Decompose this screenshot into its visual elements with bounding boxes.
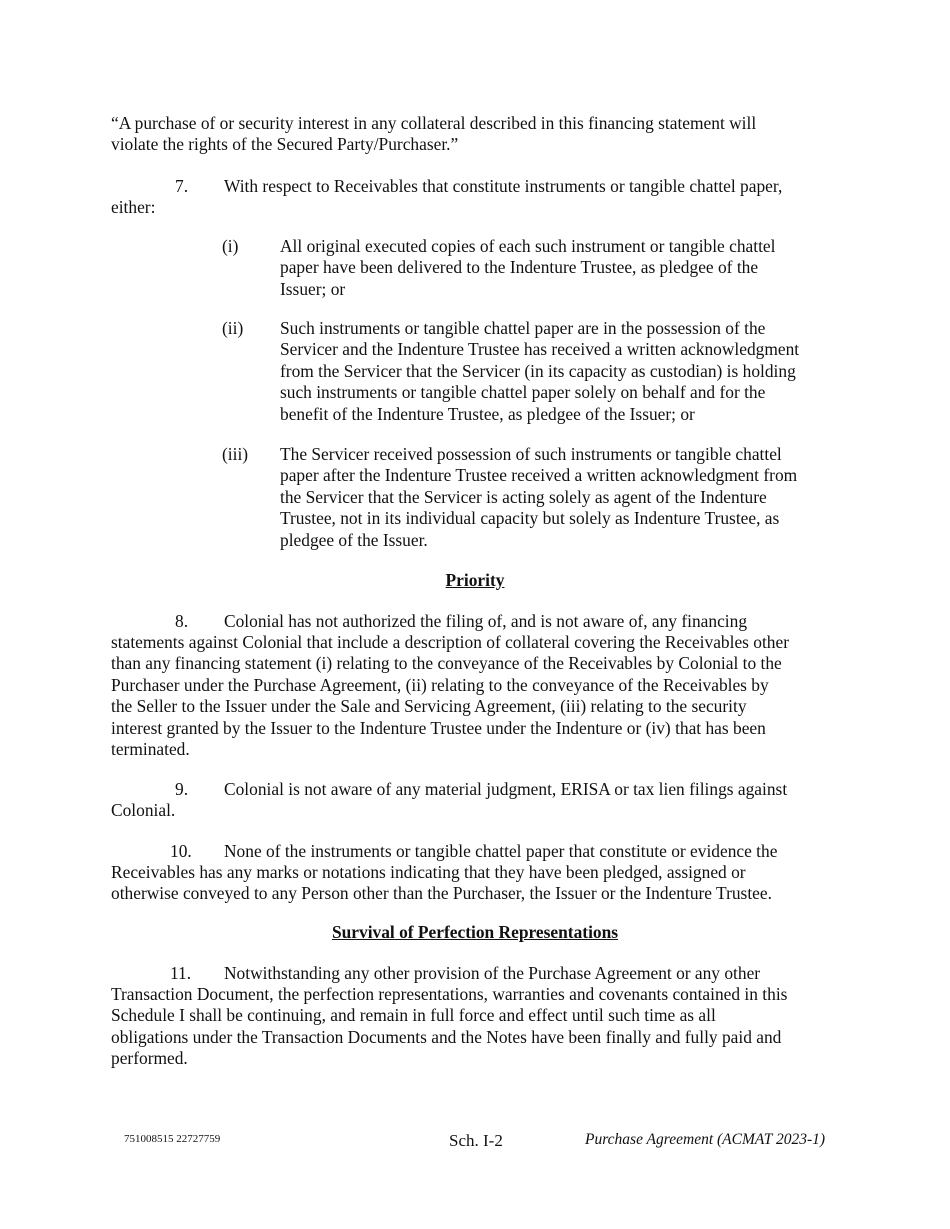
para-7-text bbox=[224, 176, 782, 197]
text-line: otherwise conveyed to any Person other than the Purchaser, the Issuer or the Indenture Trustee. bbox=[111, 883, 772, 904]
text-line: paper after the Indenture Trustee received a written acknowledgment from bbox=[280, 465, 798, 486]
para-8-text bbox=[111, 632, 789, 760]
item-ii-text bbox=[280, 318, 799, 425]
para-8-number: 8. bbox=[175, 611, 189, 631]
para-11-number: 11. bbox=[170, 963, 192, 983]
text-line: Transaction Document, the perfection representations, warranties and covenants contained in this bbox=[111, 984, 788, 1004]
para-7-continuation: either: bbox=[111, 197, 156, 217]
text-line: obligations under the Transaction Documents and the Notes have been finally and fully paid and bbox=[111, 1026, 782, 1047]
text-line: paper have been delivered to the Indenture Trustee, as pledgee of the bbox=[280, 257, 759, 278]
text-line: statements against Colonial that include a description of collateral covering the Receivables other bbox=[111, 632, 790, 652]
text-line: interest granted by the Issuer to the Indenture Trustee under the Indenture or (iv) that has been bbox=[111, 717, 766, 738]
para-11-first-line: Notwithstanding any other provision of the Purchase Agreement or any other bbox=[224, 963, 761, 983]
item-iii-label: (iii) bbox=[222, 444, 249, 464]
para-10-first-line: None of the instruments or tangible chattel paper that constitute or evidence the bbox=[224, 841, 778, 861]
para-9-first-line: Colonial is not aware of any material judgment, ERISA or tax lien filings against bbox=[224, 779, 788, 799]
text-line: Colonial. bbox=[111, 800, 176, 820]
para-10-number: 10. bbox=[170, 841, 192, 861]
text-line: than any financing statement (i) relating to the conveyance of the Receivables by Colonial to the bbox=[111, 653, 782, 674]
footer-page-number: Sch. I-2 bbox=[449, 1131, 503, 1150]
text-line: The Servicer received possession of such instruments or tangible chattel bbox=[280, 444, 782, 464]
quote-paragraph bbox=[111, 113, 756, 156]
text-line: All original executed copies of each such instrument or tangible chattel bbox=[280, 236, 776, 256]
text-line: Issuer; or bbox=[280, 278, 346, 299]
text-line: pledgee of the Issuer. bbox=[280, 529, 428, 550]
heading-survival: Survival of Perfection Representations bbox=[331, 922, 619, 942]
para-9-number: 9. bbox=[175, 779, 189, 799]
text-line: benefit of the Indenture Trustee, as pledgee of the Issuer; or bbox=[280, 403, 695, 424]
item-ii-label: (ii) bbox=[222, 318, 244, 338]
footer-doc-id: 751008515 22727759 bbox=[124, 1133, 221, 1145]
text-line: Such instruments or tangible chattel paper are in the possession of the bbox=[280, 318, 766, 338]
text-line: the Seller to the Issuer under the Sale and Servicing Agreement, (iii) relating to the security bbox=[111, 696, 747, 717]
text-line: With respect to Receivables that constitute instruments or tangible chattel paper, bbox=[224, 176, 783, 196]
text-line: violate the rights of the Secured Party/Purchaser.” bbox=[111, 134, 459, 155]
para-10-text bbox=[111, 862, 772, 905]
para-11-text bbox=[111, 984, 787, 1070]
para-7-number: 7. bbox=[175, 176, 189, 196]
footer-title: Purchase Agreement (ACMAT 2023-1) bbox=[585, 1131, 826, 1148]
text-line: such instruments or tangible chattel paper solely on behalf and for the bbox=[280, 382, 766, 403]
text-line: the Servicer that the Servicer is acting solely as agent of the Indenture bbox=[280, 486, 767, 507]
text-line: “A purchase of or security interest in any collateral described in this financing statement will bbox=[111, 113, 757, 133]
item-i-label: (i) bbox=[222, 236, 239, 256]
text-line: Purchaser under the Purchase Agreement, (ii) relating to the conveyance of the Receivables by bbox=[111, 674, 769, 695]
item-i-text bbox=[280, 236, 775, 300]
text-line: Receivables has any marks or notations indicating that they have been pledged, assigned or bbox=[111, 862, 746, 882]
para-8-first-line: Colonial has not authorized the filing of, and is not aware of, any financing bbox=[224, 611, 748, 631]
text-line: Trustee, not in its individual capacity but solely as Indenture Trustee, as bbox=[280, 508, 780, 529]
text-line: from the Servicer that the Servicer (in its capacity as custodian) is holding bbox=[280, 360, 796, 381]
text-line: performed. bbox=[111, 1048, 188, 1069]
item-iii-text bbox=[280, 444, 797, 551]
text-line: terminated. bbox=[111, 739, 190, 760]
para-9-text bbox=[111, 800, 175, 821]
text-line: Schedule I shall be continuing, and remain in full force and effect until such time as all bbox=[111, 1005, 716, 1026]
heading-priority: Priority bbox=[445, 570, 505, 590]
text-line: Servicer and the Indenture Trustee has received a written acknowledgment bbox=[280, 339, 800, 360]
